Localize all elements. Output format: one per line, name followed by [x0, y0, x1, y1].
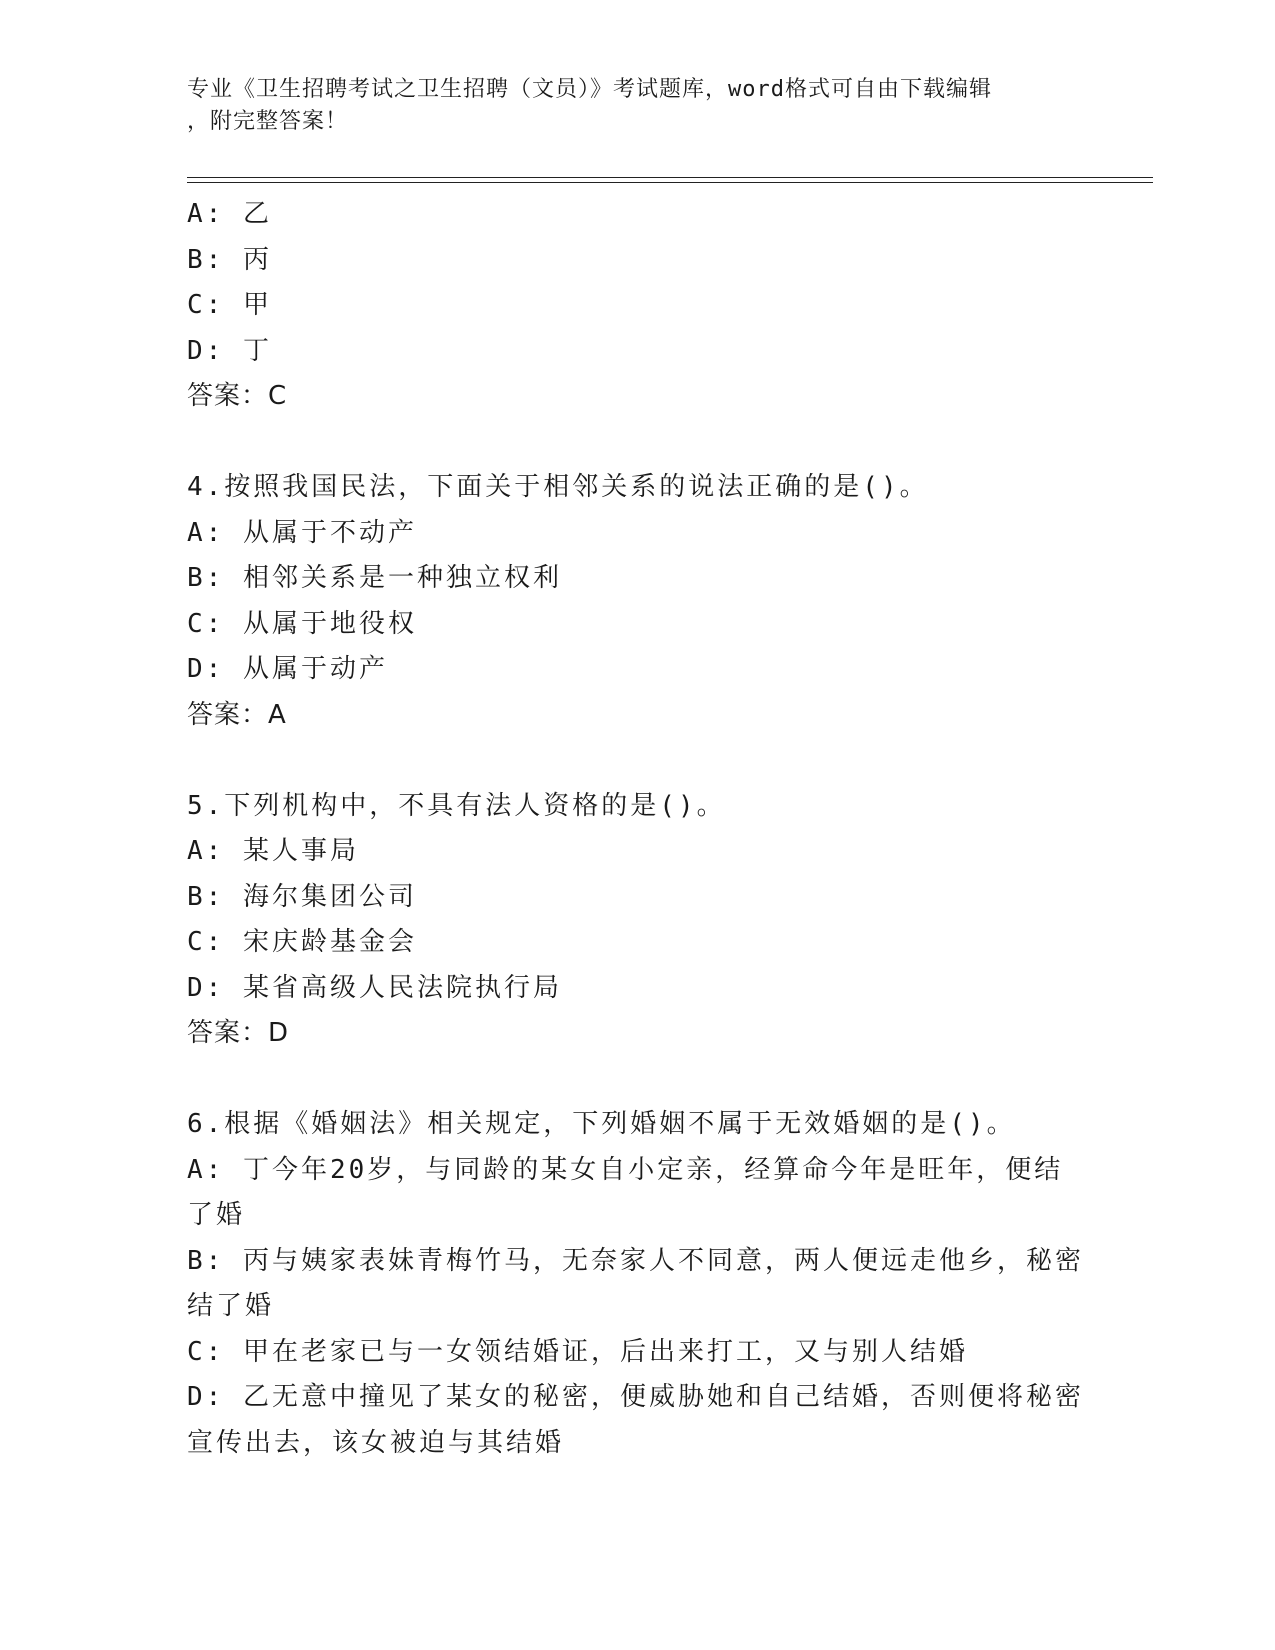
option-c: C: 从属于地役权: [187, 608, 417, 639]
question-text: 4.按照我国民法，下面关于相邻关系的说法正确的是()。: [187, 472, 929, 502]
question-6: [187, 1102, 1087, 1466]
document-body: [187, 192, 1087, 1466]
option-c: C: 甲: [187, 290, 272, 320]
option-b-line-2: 结了婚: [187, 1291, 275, 1321]
answer: 答案：D: [187, 1018, 290, 1048]
question-5: [187, 784, 1087, 1057]
spacer: [187, 1057, 1087, 1103]
spacer: [187, 738, 1087, 784]
question-text: 5.下列机构中，不具有法人资格的是()。: [187, 790, 726, 821]
option-b: B: 海尔集团公司: [187, 881, 417, 912]
option-a-line-2: 了婚: [187, 1200, 246, 1230]
option-a: A: 乙: [187, 199, 272, 229]
option-d-line-1: D: 乙无意中撞见了某女的秘密，便威胁她和自己结婚，否则便将秘密: [187, 1382, 1084, 1412]
header-line-1: 专业《卫生招聘考试之卫生招聘（文员）》考试题库，word格式可自由下载编辑: [187, 77, 992, 102]
option-d: D: 丁: [187, 335, 272, 366]
question-4: [187, 465, 1087, 738]
header-rule-top: [187, 177, 1153, 178]
option-b: B: 丙: [187, 244, 272, 275]
answer: 答案：C: [187, 381, 288, 411]
option-a-line-1: A: 丁今年20岁，与同龄的某女自小定亲，经算命今年是旺年，便结: [187, 1154, 1064, 1185]
option-b-line-1: B: 丙与姨家表妹青梅竹马，无奈家人不同意，两人便远走他乡，秘密: [187, 1245, 1084, 1276]
question-text: 6.根据《婚姻法》相关规定，下列婚姻不属于无效婚姻的是()。: [187, 1109, 1016, 1139]
spacer: [187, 420, 1087, 466]
option-a: A: 从属于不动产: [187, 517, 417, 548]
header-rule-bottom: [187, 182, 1153, 183]
option-b: B: 相邻关系是一种独立权利: [187, 563, 562, 593]
header-line-2: ，附完整答案！: [187, 109, 349, 134]
question-3-tail: [187, 192, 1087, 420]
option-d: D: 某省高级人民法院执行局: [187, 972, 562, 1003]
option-c: C: 宋庆龄基金会: [187, 927, 417, 957]
answer: 答案：A: [187, 699, 287, 730]
document-header: [187, 74, 1067, 138]
option-d: D: 从属于动产: [187, 654, 388, 684]
option-c: C: 甲在老家已与一女领结婚证，后出来打工，又与别人结婚: [187, 1336, 968, 1367]
option-d-line-2: 宣传出去，该女被迫与其结婚: [187, 1427, 565, 1458]
option-a: A: 某人事局: [187, 836, 359, 866]
